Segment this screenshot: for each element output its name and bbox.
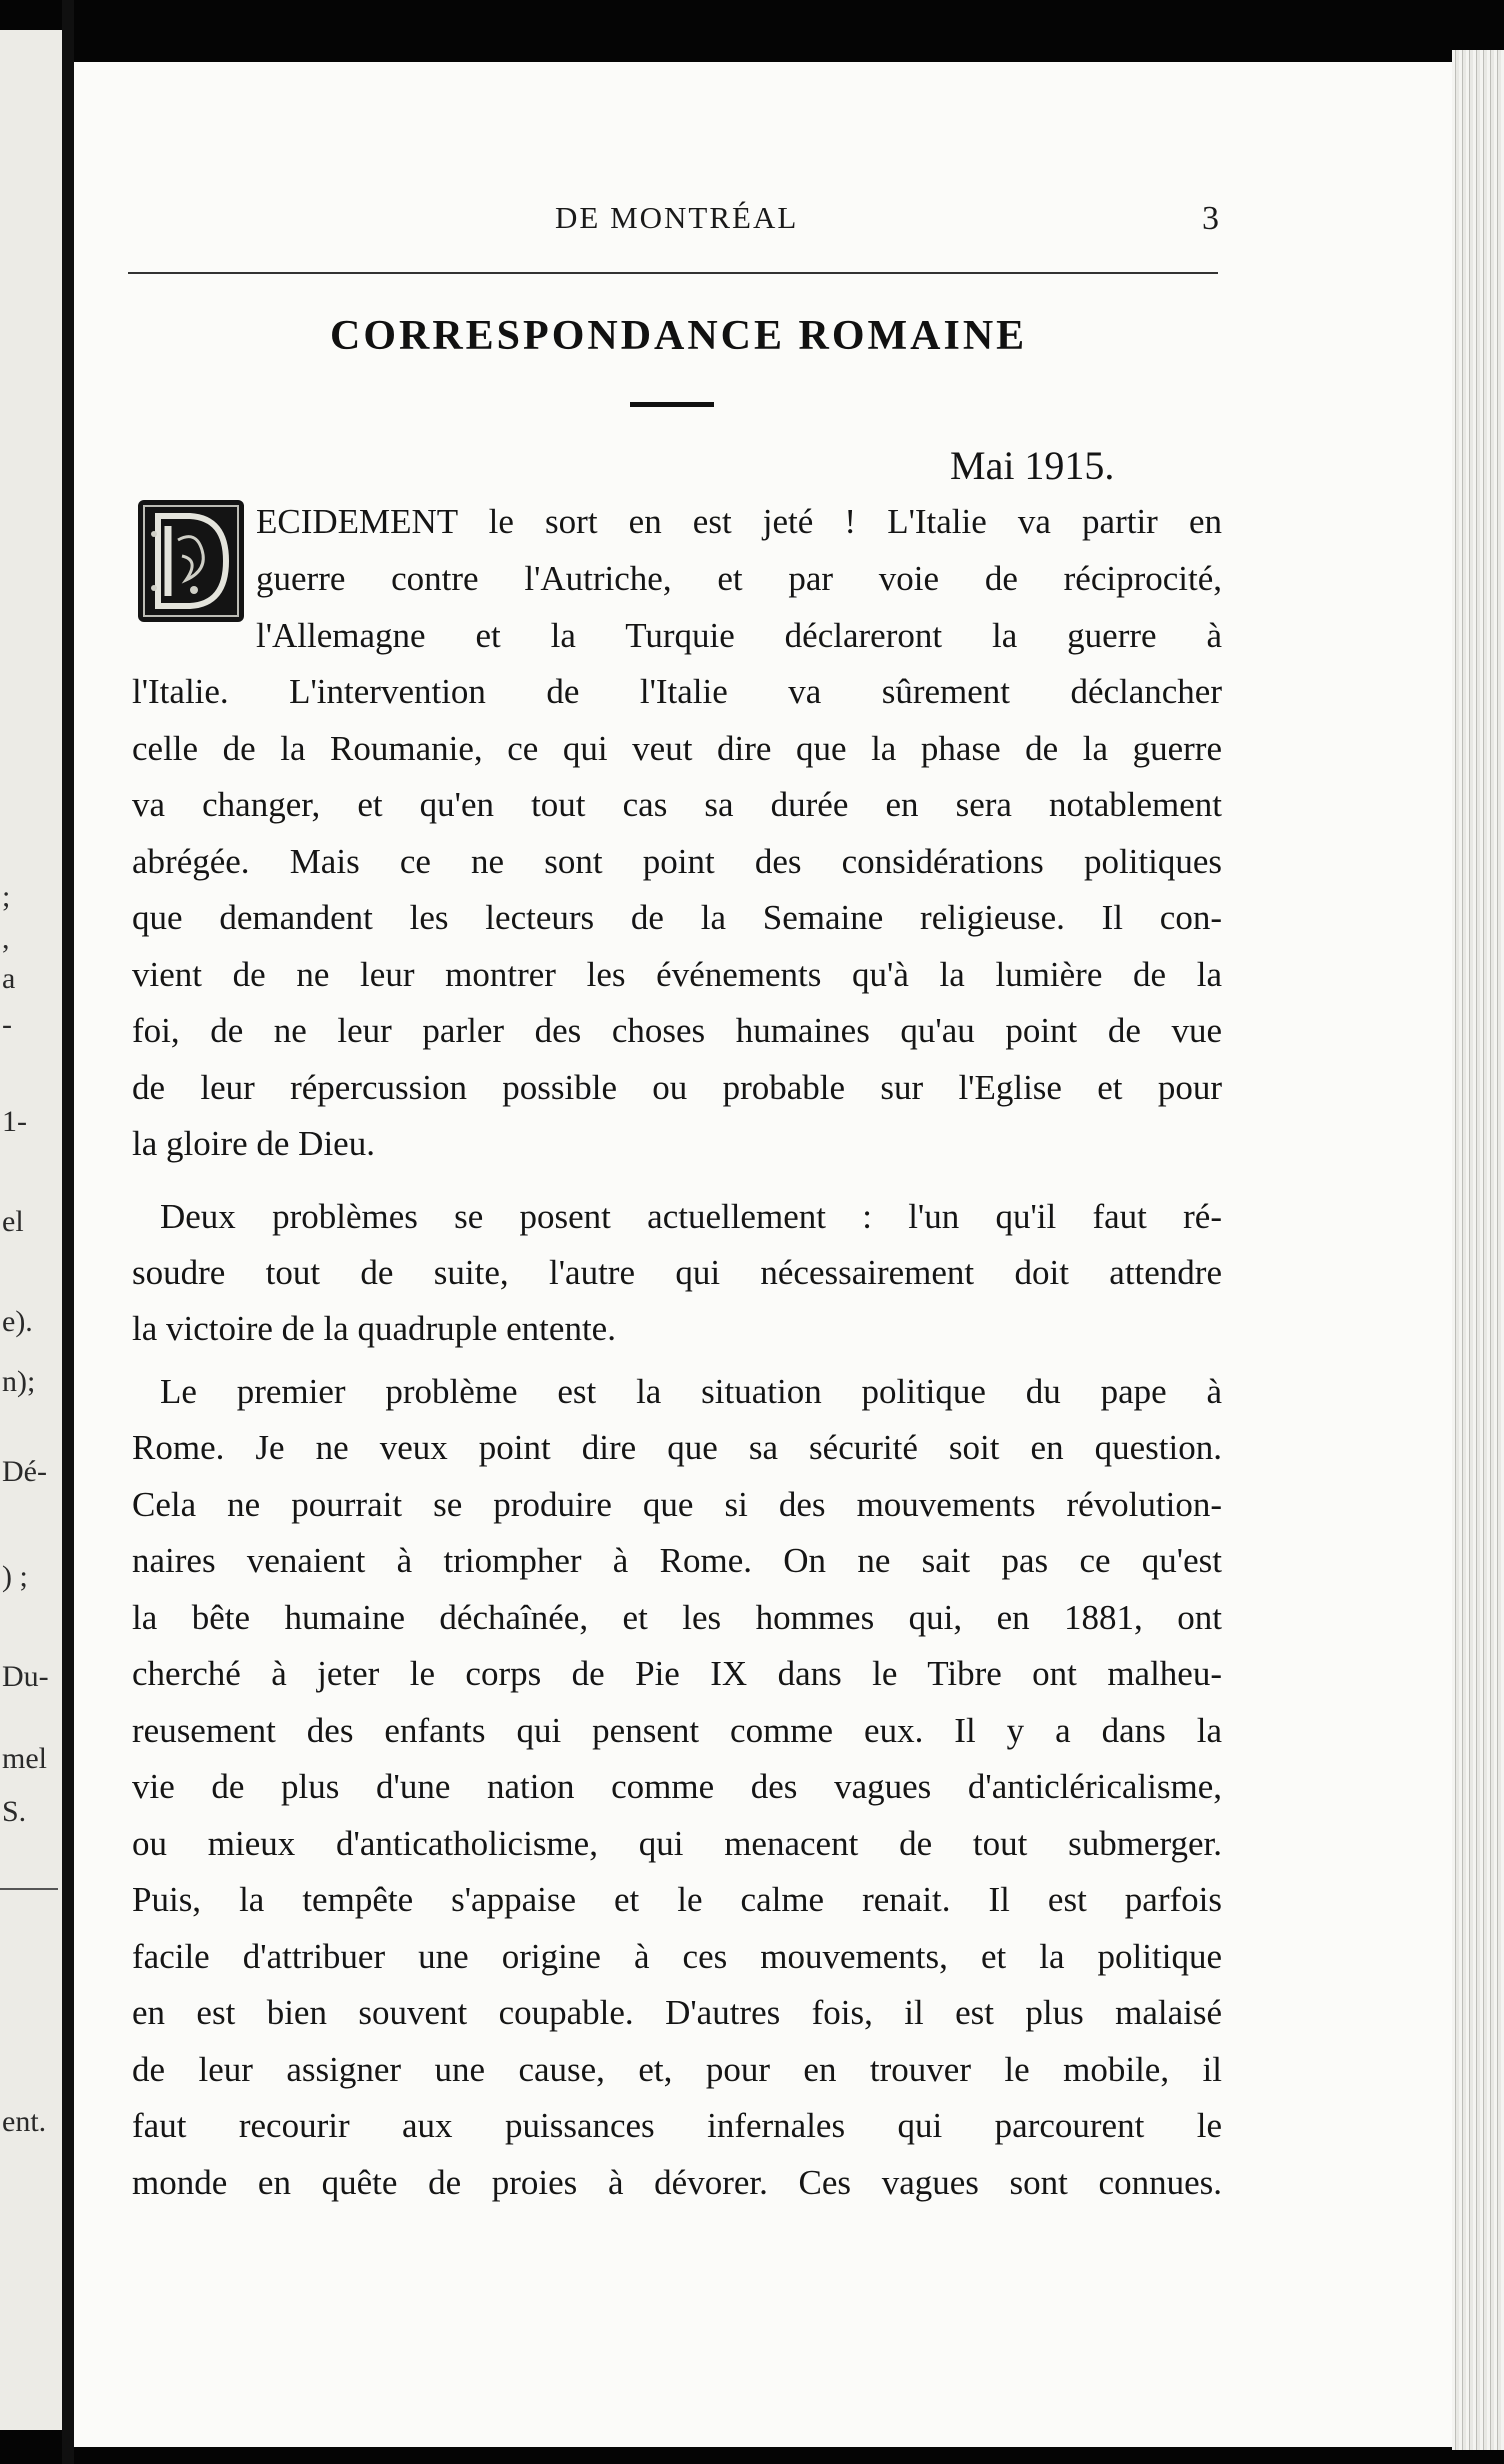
body-text-line: foi, de ne leur parler des choses humaines qu'au point de vue — [132, 1011, 1222, 1050]
facing-page-fragment: a — [2, 962, 16, 995]
facing-page-fragment: mel — [2, 1742, 47, 1775]
facing-page-fragment: ) ; — [2, 1560, 28, 1593]
header-rule — [128, 272, 1218, 274]
facing-page-fragment: 1- — [2, 1105, 27, 1138]
facing-page-fragment: S. — [2, 1795, 27, 1828]
body-text-line: monde en quête de proies à dévorer. Ces vagues sont connues. — [132, 2163, 1222, 2202]
facing-page-fragment: ent. — [2, 2105, 47, 2138]
body-text-line: vient de ne leur montrer les événements qu'à la lumière de la — [132, 955, 1222, 994]
body-text-line: Le premier problème est la situation politique du pape à — [160, 1372, 1222, 1411]
body-text-line: guerre contre l'Autriche, et par voie de réciprocité, — [256, 559, 1222, 598]
facing-page-fragment: Du- — [2, 1660, 49, 1693]
page-number: 3 — [1202, 200, 1219, 237]
facing-page-fragment: e). — [2, 1305, 33, 1338]
body-text-line: soudre tout de suite, l'autre qui nécessairement doit attendre — [132, 1253, 1222, 1292]
body-text-line: ECIDEMENT le sort en est jeté ! L'Italie va partir en — [256, 502, 1222, 541]
body-text-line: ou mieux d'anticatholicisme, qui menacent de tout submerger. — [132, 1824, 1222, 1863]
body-text-line: abrégée. Mais ce ne sont point des considérations politiques — [132, 842, 1222, 881]
facing-page-edge — [0, 30, 62, 2430]
facing-page-rule — [0, 1888, 58, 1890]
facing-page-fragment: , — [2, 922, 10, 955]
body-text-line: de leur répercussion possible ou probable sur l'Eglise et pour — [132, 1068, 1222, 1107]
body-text-line: la bête humaine déchaînée, et les hommes qui, en 1881, ont — [132, 1598, 1222, 1637]
body-text-line: va changer, et qu'en tout cas sa durée en sera notablement — [132, 785, 1222, 824]
title-rule — [630, 402, 714, 407]
facing-page-fragment: Dé- — [2, 1455, 47, 1488]
body-text-line: cherché à jeter le corps de Pie IX dans le Tibre ont malheu- — [132, 1654, 1222, 1693]
book-gutter — [62, 0, 74, 2464]
body-text-line: facile d'attribuer une origine à ces mouvements, et la politique — [132, 1937, 1222, 1976]
facing-page-fragment: ; — [2, 880, 11, 913]
body-text-line: en est bien souvent coupable. D'autres fois, il est plus malaisé — [132, 1993, 1222, 2032]
body-text-line: Rome. Je ne veux point dire que sa sécurité soit en question. — [132, 1428, 1222, 1467]
ornament-icon — [138, 500, 244, 622]
body-text-line: celle de la Roumanie, ce qui veut dire que la phase de la guerre — [132, 729, 1222, 768]
body-text-line: Cela ne pourrait se produire que si des mouvements révolution- — [132, 1485, 1222, 1524]
body-text-line: vie de plus d'une nation comme des vagues d'anticléricalisme, — [132, 1767, 1222, 1806]
running-head: DE MONTRÉAL — [555, 200, 799, 235]
body-text-line: Deux problèmes se posent actuellement : l'un qu'il faut ré- — [160, 1197, 1222, 1236]
body-text-line: la victoire de la quadruple entente. — [132, 1309, 616, 1348]
body-text-line: que demandent les lecteurs de la Semaine religieuse. Il con- — [132, 898, 1222, 937]
page-stack-edges — [1452, 50, 1504, 2450]
body-text-line: Puis, la tempête s'appaise et le calme renait. Il est parfois — [132, 1880, 1222, 1919]
body-text-line: reusement des enfants qui pensent comme eux. Il y a dans la — [132, 1711, 1222, 1750]
body-text-line: l'Italie. L'intervention de l'Italie va sûrement déclancher — [132, 672, 1222, 711]
body-text-line: l'Allemagne et la Turquie déclareront la guerre à — [256, 616, 1222, 655]
body-text-line: naires venaient à triompher à Rome. On ne sait pas ce qu'est — [132, 1541, 1222, 1580]
body-text-line: la gloire de Dieu. — [132, 1124, 375, 1163]
dateline: Mai 1915. — [950, 443, 1115, 488]
section-title: CORRESPONDANCE ROMAINE — [330, 313, 1028, 359]
facing-page-fragment: el — [2, 1205, 24, 1238]
body-text-line: de leur assigner une cause, et, pour en trouver le mobile, il — [132, 2050, 1222, 2089]
decorated-initial-d — [138, 500, 244, 622]
facing-page-fragment: - — [2, 1008, 12, 1041]
body-text-line: faut recourir aux puissances infernales qui parcourent le — [132, 2106, 1222, 2145]
facing-page-fragment: n); — [2, 1365, 36, 1398]
